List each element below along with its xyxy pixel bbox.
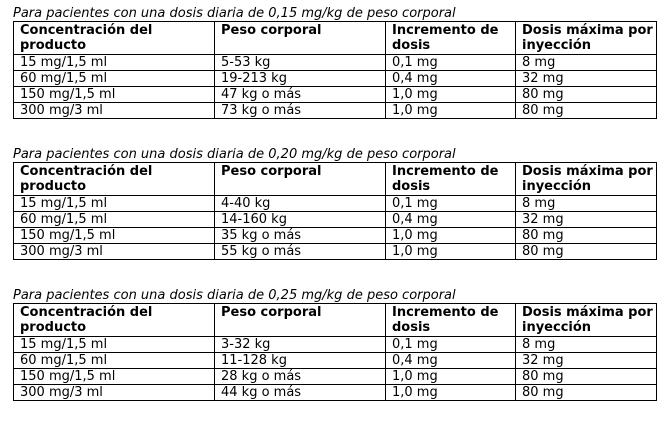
cell-dose-increment: 0,1 mg [386, 337, 516, 353]
dose-section-3 [13, 289, 658, 401]
header-body-weight: Peso corporal [215, 304, 386, 337]
table-row [14, 55, 657, 71]
cell-dose-increment: 0,4 mg [386, 212, 516, 228]
header-product-concentration: Concentración del producto [14, 304, 215, 337]
header-product-concentration: Concentración del producto [14, 163, 215, 196]
cell-product-concentration: 150 mg/1,5 ml [14, 87, 215, 103]
table-row [14, 228, 657, 244]
cell-dose-increment: 1,0 mg [386, 369, 516, 385]
table-row [14, 87, 657, 103]
cell-body-weight: 3-32 kg [215, 337, 386, 353]
table-header-row [14, 304, 657, 337]
cell-dose-increment: 0,1 mg [386, 196, 516, 212]
cell-dose-increment: 0,4 mg [386, 71, 516, 87]
header-dose-increment: Incremento de dosis [386, 22, 516, 55]
dose-table [13, 303, 657, 401]
table-caption: Para pacientes con una dosis diaria de 0,20 mg/kg de peso corporal [13, 147, 456, 162]
cell-product-concentration: 15 mg/1,5 ml [14, 337, 215, 353]
cell-body-weight: 28 kg o más [215, 369, 386, 385]
header-max-dose: Dosis máxima por inyección [516, 22, 657, 55]
cell-max-dose: 8 mg [516, 196, 657, 212]
header-body-weight: Peso corporal [215, 22, 386, 55]
header-max-dose: Dosis máxima por inyección [516, 304, 657, 337]
cell-body-weight: 47 kg o más [215, 87, 386, 103]
table-caption: Para pacientes con una dosis diaria de 0,15 mg/kg de peso corporal [13, 6, 456, 21]
table-row [14, 337, 657, 353]
header-dose-increment: Incremento de dosis [386, 304, 516, 337]
cell-dose-increment: 1,0 mg [386, 244, 516, 260]
table-row [14, 103, 657, 119]
cell-dose-increment: 1,0 mg [386, 385, 516, 401]
table-header-row [14, 163, 657, 196]
cell-max-dose: 80 mg [516, 103, 657, 119]
cell-body-weight: 14-160 kg [215, 212, 386, 228]
table-row [14, 385, 657, 401]
cell-body-weight: 73 kg o más [215, 103, 386, 119]
cell-product-concentration: 60 mg/1,5 ml [14, 353, 215, 369]
cell-max-dose: 8 mg [516, 55, 657, 71]
table-row [14, 353, 657, 369]
cell-product-concentration: 300 mg/3 ml [14, 103, 215, 119]
cell-product-concentration: 300 mg/3 ml [14, 385, 215, 401]
table-header-row [14, 22, 657, 55]
dose-table [13, 21, 657, 119]
header-dose-increment: Incremento de dosis [386, 163, 516, 196]
cell-product-concentration: 60 mg/1,5 ml [14, 212, 215, 228]
cell-dose-increment: 0,1 mg [386, 55, 516, 71]
cell-product-concentration: 15 mg/1,5 ml [14, 196, 215, 212]
dose-section-2 [13, 148, 658, 260]
cell-max-dose: 80 mg [516, 369, 657, 385]
cell-product-concentration: 15 mg/1,5 ml [14, 55, 215, 71]
table-row [14, 369, 657, 385]
cell-dose-increment: 1,0 mg [386, 87, 516, 103]
table-caption: Para pacientes con una dosis diaria de 0,25 mg/kg de peso corporal [13, 288, 456, 303]
cell-product-concentration: 300 mg/3 ml [14, 244, 215, 260]
cell-body-weight: 19-213 kg [215, 71, 386, 87]
cell-max-dose: 80 mg [516, 87, 657, 103]
dose-section-1 [13, 7, 658, 119]
cell-body-weight: 11-128 kg [215, 353, 386, 369]
cell-dose-increment: 1,0 mg [386, 103, 516, 119]
cell-product-concentration: 60 mg/1,5 ml [14, 71, 215, 87]
header-product-concentration: Concentración del producto [14, 22, 215, 55]
cell-max-dose: 80 mg [516, 385, 657, 401]
table-row [14, 212, 657, 228]
cell-product-concentration: 150 mg/1,5 ml [14, 228, 215, 244]
cell-max-dose: 32 mg [516, 353, 657, 369]
cell-max-dose: 8 mg [516, 337, 657, 353]
cell-body-weight: 4-40 kg [215, 196, 386, 212]
cell-body-weight: 44 kg o más [215, 385, 386, 401]
cell-product-concentration: 150 mg/1,5 ml [14, 369, 215, 385]
cell-dose-increment: 0,4 mg [386, 353, 516, 369]
cell-max-dose: 32 mg [516, 212, 657, 228]
cell-max-dose: 32 mg [516, 71, 657, 87]
cell-body-weight: 5-53 kg [215, 55, 386, 71]
cell-max-dose: 80 mg [516, 228, 657, 244]
header-body-weight: Peso corporal [215, 163, 386, 196]
table-row [14, 196, 657, 212]
dose-table [13, 162, 657, 260]
cell-dose-increment: 1,0 mg [386, 228, 516, 244]
table-row [14, 71, 657, 87]
cell-body-weight: 35 kg o más [215, 228, 386, 244]
cell-body-weight: 55 kg o más [215, 244, 386, 260]
header-max-dose: Dosis máxima por inyección [516, 163, 657, 196]
table-row [14, 244, 657, 260]
cell-max-dose: 80 mg [516, 244, 657, 260]
